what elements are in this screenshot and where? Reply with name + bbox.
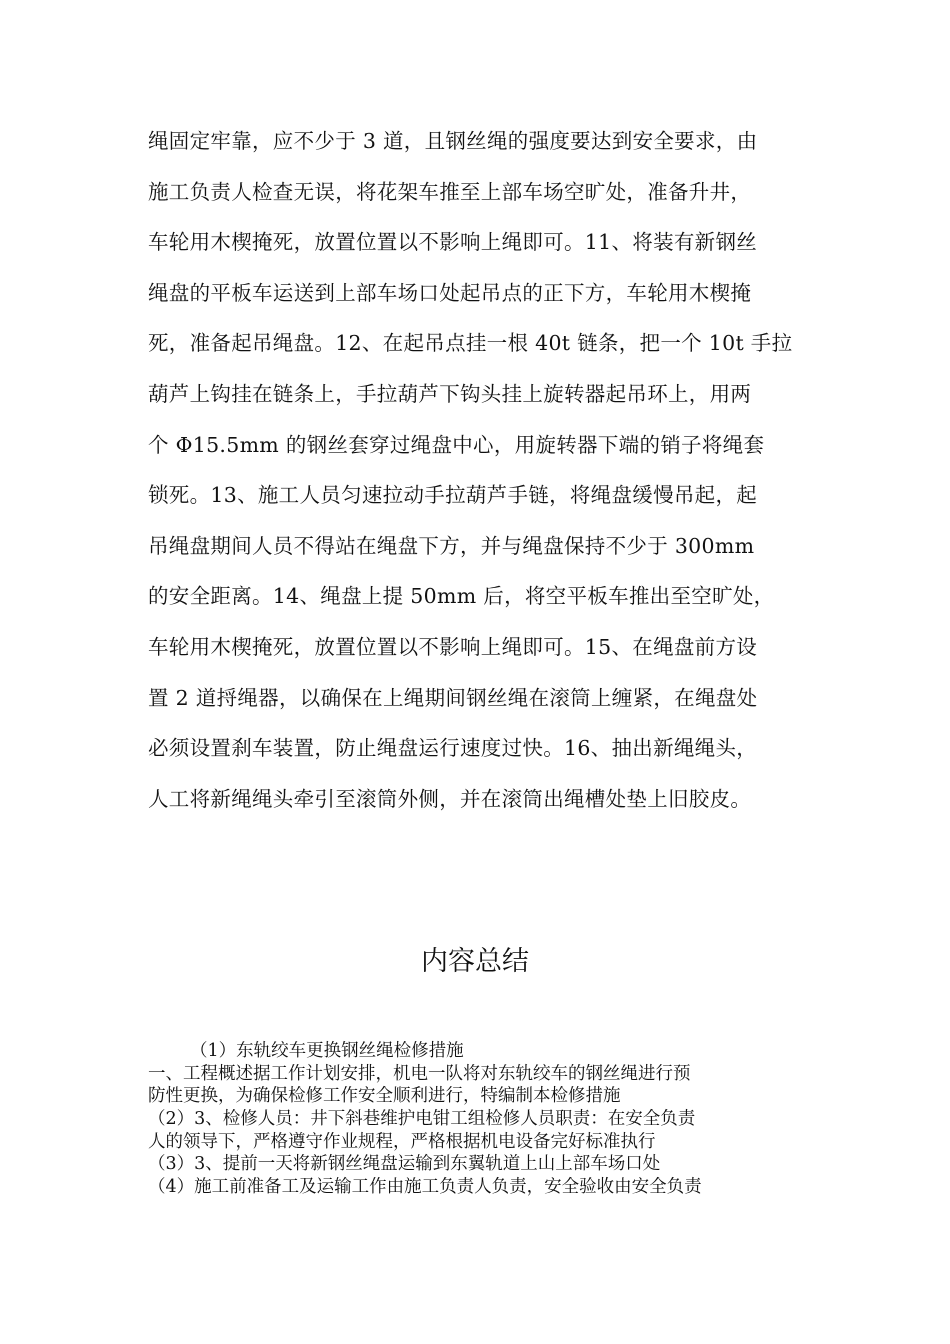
body-line: 施工负责人检查无误，将花架车推至上部车场空旷处，准备升井， — [148, 179, 752, 204]
body-line: 置 2 道捋绳器，以确保在上绳期间钢丝绳在滚筒上缠紧，在绳盘处 — [148, 685, 758, 710]
body-line: 绳固定牢靠，应不少于 3 道，且钢丝绳的强度要达到安全要求，由 — [148, 129, 758, 153]
summary-line: （2）3、检修人员：井下斜巷维护电钳工组检修人员职责：在安全负责 — [148, 1109, 696, 1130]
body-line: 锁死。13、施工人员匀速拉动手拉葫芦手链，将绳盘缓慢吊起，起 — [148, 483, 758, 508]
summary-line: 一、工程概述据工作计划安排，机电一队将对东轨绞车的钢丝绳进行预 — [148, 1063, 691, 1084]
summary-line: （3）3、提前一天将新钢丝绳盘运输到东翼轨道上山上部车场口处 — [148, 1154, 661, 1175]
summary-line: （1）东轨绞车更换钢丝绳检修措施 — [190, 1041, 464, 1061]
body-line: 车轮用木楔掩死，放置位置以不影响上绳即可。11、将装有新钢丝 — [148, 230, 758, 255]
body-line: 绳盘的平板车运送到上部车场口处起吊点的正下方，车轮用木楔掩 — [148, 280, 752, 305]
body-line: 死，准备起吊绳盘。12、在起吊点挂一根 40t 链条，把一个 10t 手拉 — [148, 331, 793, 356]
summary-section — [148, 1040, 808, 1199]
body-line: 人工将新绳绳头牵引至滚筒外侧，并在滚筒出绳槽处垫上旧胶皮。 — [148, 786, 752, 811]
body-line: 葫芦上钩挂在链条上，手拉葫芦下钩头挂上旋转器起吊环上，用两 — [148, 381, 752, 406]
body-line: 必须设置刹车装置，防止绳盘运行速度过快。16、抽出新绳绳头， — [148, 736, 758, 761]
summary-line: 防性更换，为确保检修工作安全顺利进行，特编制本检修措施 — [148, 1086, 621, 1107]
summary-line: （4）施工前准备工及运输工作由施工负责人负责，安全验收由安全负责 — [148, 1177, 702, 1198]
body-line: 的安全距离。14、绳盘上提 50mm 后，将空平板车推出至空旷处， — [148, 584, 775, 609]
body-text — [148, 116, 808, 824]
body-line: 个 Φ15.5mm 的钢丝套穿过绳盘中心，用旋转器下端的销子将绳套 — [148, 432, 765, 457]
body-line: 吊绳盘期间人员不得站在绳盘下方，并与绳盘保持不少于 300mm — [148, 533, 755, 558]
body-line: 车轮用木楔掩死，放置位置以不影响上绳即可。15、在绳盘前方设 — [148, 634, 758, 659]
summary-title: 内容总结 — [421, 946, 529, 977]
summary-line: 人的领导下，严格遵守作业规程，严格根据机电设备完好标准执行 — [148, 1131, 656, 1152]
